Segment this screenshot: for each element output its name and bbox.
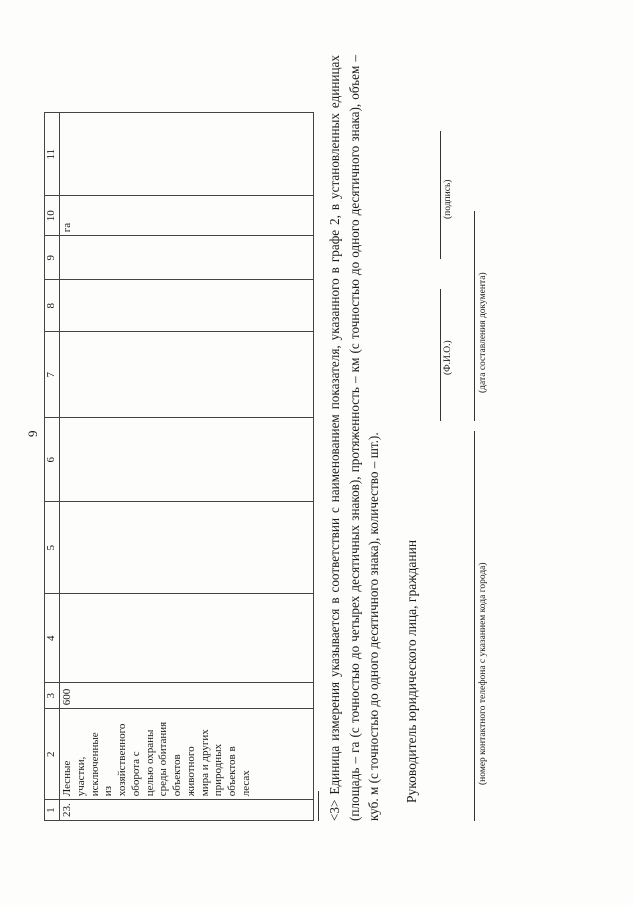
column-header: 8 [45, 280, 60, 332]
table-cell-col6 [60, 418, 314, 502]
table-cell-col8 [60, 280, 314, 332]
table-cell-col5 [60, 502, 314, 594]
row-name-line: оборота с [129, 751, 142, 797]
column-header: 5 [45, 502, 60, 594]
column-header: 10 [45, 196, 60, 236]
signature-line [440, 131, 441, 259]
fio-caption: (Ф.И.О.) [443, 340, 453, 375]
column-header: 3 [45, 683, 60, 709]
row-name-line: мира и других [198, 729, 211, 797]
phone-line [474, 431, 475, 821]
table-cell-col9 [60, 236, 314, 280]
row-name-line: хозяйственного [116, 723, 128, 797]
column-header: 2 [45, 709, 60, 800]
table-cell-col3: 600 [60, 683, 314, 709]
column-header: 9 [45, 236, 60, 280]
footnote [318, 55, 384, 821]
footnote-text: <3> Единица измерения указывается в соответствии с наименованием показателя, указанного в графе 2, в установленных единицах (площадь – га (с точностью до четырех десятичных знаков), протяженность – км (с точностью до одного десятичного знака), объем – куб. м (с точностью до одного десятичного знака), количество – шт.). [327, 55, 381, 821]
signature-label: Руководитель юридического лица, гражданин [404, 539, 419, 803]
table-header-row [45, 113, 60, 821]
column-header: 1 [45, 800, 60, 821]
column-header: 7 [45, 332, 60, 418]
page-number: 9 [25, 430, 40, 437]
row-name-line: объектов [171, 754, 183, 797]
date-line [474, 211, 475, 421]
row-name-line: лесах [239, 770, 252, 797]
signature-caption: (подпись) [443, 179, 453, 219]
row-number-cell: 23. [60, 800, 314, 821]
table-cell-col11 [60, 113, 314, 196]
data-table [44, 112, 314, 821]
table-cell-col10: га [60, 196, 314, 236]
row-name-line: природных [212, 743, 225, 797]
row-name-line: участки, [74, 756, 87, 797]
column-header: 6 [45, 418, 60, 502]
row-name-line: из [102, 786, 115, 797]
phone-caption: (номер контактного телефона с указанием кода города) [478, 562, 488, 785]
date-caption: (дата составления документа) [478, 272, 488, 393]
table-cell-col7 [60, 332, 314, 418]
table-cell-col4 [60, 594, 314, 683]
footnote-separator [318, 791, 319, 821]
row-name-line: животного [184, 746, 197, 797]
row-name-line: целью охраны [143, 729, 156, 797]
fio-line [440, 289, 441, 421]
row-name-cell [60, 709, 314, 800]
row-name-line: исключенные [88, 732, 101, 797]
column-header: 4 [45, 594, 60, 683]
table-row [60, 113, 314, 821]
row-name-line: Лесные [61, 760, 73, 797]
row-name-line: среды обитания [157, 721, 170, 797]
row-name-line: объектов в [226, 746, 238, 797]
column-header: 11 [45, 113, 60, 196]
